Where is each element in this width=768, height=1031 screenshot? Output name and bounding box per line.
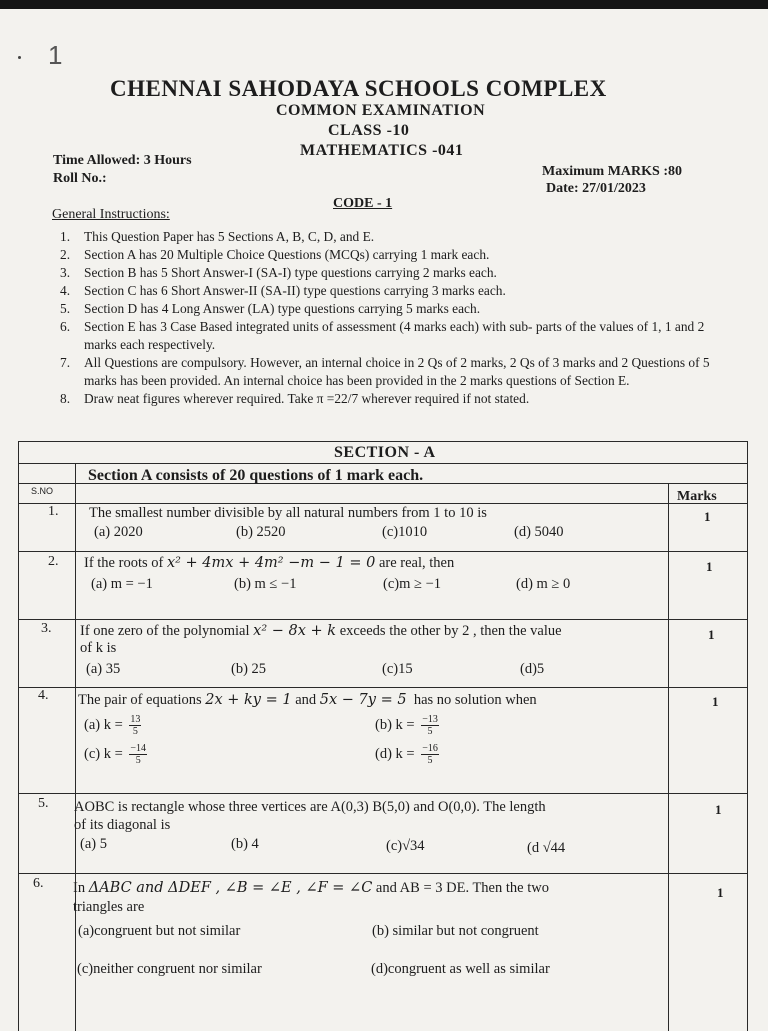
polynomial-expression: x² − 8x + k [253, 623, 337, 639]
question-text [80, 623, 562, 640]
question-text-post: exceeds the other by 2 , then the value [339, 623, 562, 639]
question-number: 6. [33, 876, 44, 891]
question-text-pre: The pair of equations [78, 692, 202, 708]
question-marks: 1 [708, 627, 715, 642]
question-number: 5. [38, 796, 49, 811]
question-marks: 1 [704, 509, 711, 524]
question-text-line2: of k is [80, 640, 117, 656]
quadratic-expression: x² + 4mx + 4m² −m − 1 = 0 [166, 555, 376, 571]
table-rule [18, 873, 748, 874]
question-marks: 1 [717, 885, 724, 900]
school-name: CHENNAI SAHODAYA SCHOOLS COMPLEX [110, 76, 607, 101]
option-d-label: (d) k = [375, 745, 415, 762]
instruction-text: Section A has 20 Multiple Choice Questions (MCQs) carrying 1 mark each. [84, 247, 490, 262]
option-b: (b) similar but not congruent [372, 923, 539, 939]
question-text-pre: If the roots of [84, 555, 164, 571]
exam-date: Date: 27/01/2023 [546, 181, 646, 196]
question-number: 4. [38, 688, 49, 703]
table-border-right [747, 441, 748, 1031]
fraction-numerator: −14 [130, 743, 147, 754]
instruction-item [60, 246, 740, 264]
fraction-denominator: 5 [135, 755, 141, 766]
option-c: (c)m ≥ −1 [383, 576, 442, 592]
exam-title: COMMON EXAMINATION [276, 102, 486, 119]
instruction-number: 7. [60, 355, 71, 370]
sno-column-rule [75, 463, 76, 1031]
fraction-denominator: 5 [427, 726, 433, 737]
instruction-item [60, 318, 740, 354]
question-text [78, 692, 537, 709]
option-a: (a) 5 [80, 836, 107, 852]
maximum-marks: Maximum MARKS :80 [542, 164, 682, 179]
option-a: (a) 35 [86, 661, 121, 677]
time-allowed: Time Allowed: 3 Hours [53, 153, 192, 168]
question-text-pre: If one zero of the polynomial [80, 623, 250, 639]
instruction-number: 3. [60, 265, 71, 280]
option-a: (a)congruent but not similar [78, 923, 241, 939]
option-b: (b) 2520 [236, 524, 286, 540]
fraction-denominator: 5 [132, 726, 138, 737]
fraction [421, 714, 439, 737]
section-subtitle-text: Section A consists of 20 questions of 1 mark each. [88, 467, 424, 484]
option-c-label: (c) k = [84, 745, 123, 762]
instruction-item [60, 354, 740, 390]
general-instructions-heading: General Instructions: [52, 207, 170, 222]
instruction-number: 5. [60, 301, 71, 316]
fraction-numerator: 13 [130, 714, 141, 725]
option-d: (d)5 [520, 661, 545, 677]
question-text-post: are real, then [378, 555, 455, 571]
table-rule [18, 687, 748, 688]
paper-code: CODE - 1 [333, 196, 393, 211]
option-c: (c)15 [382, 661, 413, 677]
instruction-item [60, 228, 740, 246]
section-a-table [18, 441, 748, 1031]
table-rule [18, 551, 748, 552]
question-text [73, 880, 549, 897]
table-rule [18, 463, 748, 464]
marks-column-rule [668, 483, 669, 1031]
option-b-label: (b) k = [375, 716, 415, 733]
instruction-item [60, 282, 740, 300]
table-rule [18, 619, 748, 620]
option-a: (a) m = −1 [91, 576, 153, 592]
instruction-text: This Question Paper has 5 Sections A, B, C, D, and E. [84, 229, 375, 244]
fraction-numerator: −13 [422, 714, 438, 725]
question-text-post: has no solution when [413, 692, 537, 708]
instruction-number: 1. [60, 229, 71, 244]
section-title: SECTION - A [334, 444, 436, 461]
top-dark-edge [0, 0, 768, 9]
general-instructions-list [60, 228, 740, 408]
option-c: (c)√34 [386, 838, 425, 854]
fraction [129, 714, 141, 737]
question-text: AOBC is rectangle whose three vertices are A(0,3) B(5,0) and O(0,0). The length [74, 799, 546, 815]
instruction-number: 8. [60, 391, 71, 406]
scan-speck [18, 56, 21, 59]
subject-title: MATHEMATICS -041 [300, 142, 464, 159]
marks-column-header: Marks [677, 489, 717, 504]
instruction-text: Section B has 5 Short Answer-I (SA-I) type questions carrying 2 marks each. [84, 265, 497, 280]
option-c [84, 743, 147, 766]
option-a: (a) 2020 [94, 524, 143, 540]
question-text: The smallest number divisible by all natural numbers from 1 to 10 is [89, 505, 487, 521]
question-number: 2. [48, 554, 59, 569]
option-a-label: (a) k = [84, 716, 123, 733]
instruction-item [60, 390, 740, 408]
option-b: (b) m ≤ −1 [234, 576, 297, 592]
question-text-and: and [295, 692, 317, 708]
option-a [84, 714, 141, 737]
instruction-item [60, 300, 740, 318]
option-d: (d √44 [527, 840, 566, 856]
question-number: 1. [48, 504, 59, 519]
sno-column-header: S.NO [31, 486, 54, 496]
instruction-text: Section E has 3 Case Based integrated units of assessment (4 marks each) with sub- parts of the values of 1, 1 and 2 marks each respectively. [84, 319, 705, 352]
section-subtitle [88, 467, 423, 485]
table-rule [18, 793, 748, 794]
option-d: (d) 5040 [514, 524, 564, 540]
equation-2: 5x − 7y = 5 [319, 692, 407, 708]
fraction-numerator: −16 [422, 743, 438, 754]
option-d: (d)congruent as well as similar [371, 961, 550, 977]
equation-1: 2x + ky = 1 [205, 692, 292, 708]
instruction-number: 2. [60, 247, 71, 262]
instruction-text: All Questions are compulsory. However, an internal choice in 2 Qs of 2 marks, 2 Qs of 3 marks and 2 Questions of 5 marks has been provided. An internal choice has been provided in the 2 marks questions of Section E. [84, 355, 710, 388]
instruction-number: 6. [60, 319, 71, 334]
question-marks: 1 [715, 802, 722, 817]
question-text [84, 555, 454, 572]
fraction [421, 743, 439, 766]
fraction [129, 743, 147, 766]
instruction-number: 4. [60, 283, 71, 298]
option-b: (b) 4 [231, 836, 259, 852]
fraction-denominator: 5 [427, 755, 433, 766]
table-rule [18, 503, 748, 504]
instruction-item [60, 264, 740, 282]
question-text-line2: triangles are [73, 899, 145, 915]
option-d: (d) m ≥ 0 [516, 576, 571, 592]
class-title: CLASS -10 [328, 122, 410, 139]
question-text-line2: of its diagonal is [74, 817, 171, 833]
option-c: (c)1010 [382, 524, 428, 540]
page-number: 1 [48, 40, 63, 70]
option-c: (c)neither congruent nor similar [77, 961, 262, 977]
question-text-post: and AB = 3 DE. Then the two [375, 880, 549, 896]
option-d [375, 743, 439, 766]
question-marks: 1 [706, 559, 713, 574]
roll-number-label: Roll No.: [53, 171, 107, 186]
question-text-pre: In [73, 880, 86, 896]
instruction-text: Draw neat figures wherever required. Take π =22/7 wherever required if not stated. [84, 391, 530, 406]
option-b: (b) 25 [231, 661, 267, 677]
table-border-top [18, 441, 748, 442]
table-border-left [18, 441, 19, 1031]
question-number: 3. [41, 621, 52, 636]
option-b [375, 714, 439, 737]
instruction-text: Section C has 6 Short Answer-II (SA-II) type questions carrying 3 marks each. [84, 283, 506, 298]
question-marks: 1 [712, 694, 719, 709]
instruction-text: Section D has 4 Long Answer (LA) type questions carrying 5 marks each. [84, 301, 481, 316]
triangle-condition: ΔABC and ΔDEF , ∠B = ∠E , ∠F = ∠C [88, 880, 373, 896]
